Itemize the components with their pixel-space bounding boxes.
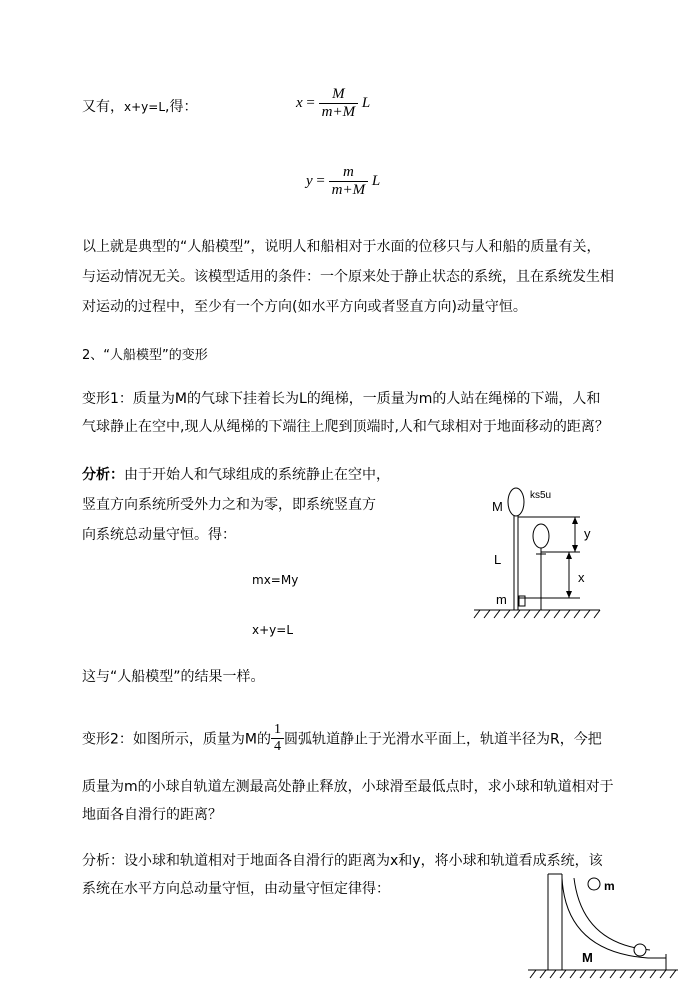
intro-prefix: 又有， [82,99,124,115]
balloon-ladder-figure [470,482,620,624]
fig1-label-x: x [578,570,585,585]
analysis2-line2: 系统在水平方向总动量守恒，由动量守恒定律得： [82,881,390,897]
analysis1-line2: 竖直方向系统所受外力之和为零，即系统竖直方 [82,497,376,513]
variant2-line3: 地面各自滑行的距离？ [82,807,222,823]
fig2-label-m: m [604,879,615,893]
fig1-label-m: m [496,592,507,607]
intro-line [82,96,197,116]
variant2-rest: 圆弧轨道静止于光滑水平面上，轨道半径为R，今把 [284,731,602,748]
ground-hatch [474,610,600,618]
analysis1-text1: 由于开始人和气球组成的系统静止在空中， [124,467,390,483]
formula-x [296,86,370,121]
analysis1-eq1: mx=My [252,573,299,587]
formula-y-fraction [329,164,368,199]
analysis1-result: 这与“人船模型”的结果一样。 [82,669,265,685]
variant1-line1: 变形1：质量为M的气球下挂着长为L的绳梯，一质量为m的人站在绳梯的下端，人和 [82,391,601,407]
fig1-label-L: L [494,552,502,567]
formula-y-numerator: m [342,164,354,180]
formula-x-numerator: M [332,86,345,102]
balloon-shape [508,488,524,516]
analysis1-line3: 向系统总动量守恒。得： [82,527,236,543]
para1-line2: 与运动情况无关。该模型适用的条件：一个原来处于静止状态的系统，且在系统发生相 [82,269,614,285]
formula-x-denominator: m+M [319,103,358,121]
fig2-ground-hatch [530,970,676,978]
formula-y [306,164,380,199]
analysis2-line1: 分析：设小球和轨道相对于地面各自滑行的距离为x和y，将小球和轨道看成系统，该 [82,853,603,869]
variant2-line2: 质量为m的小球自轨道左测最高处静止释放，小球滑至最低点时，求小球和轨道相对于 [82,779,614,795]
dim-x-arrowhead-bottom [566,591,572,598]
quarter-num: 1 [274,722,281,737]
para1-line1: 以上就是典型的“人船模型”，说明人和船相对于水面的位移只与人和船的质量有关， [82,239,601,255]
formula-x-eq: = [306,94,315,111]
dim-y-arrowhead-top [572,517,578,524]
intro-suffix: ,得： [165,99,198,115]
variant2-line1 [82,722,602,755]
formula-x-fraction [319,86,358,121]
variant2-prefix: 变形2：如图所示，质量为M的 [82,731,271,748]
fig1-watermark: ks5u [530,490,552,501]
dim-y-arrowhead-bottom [572,545,578,552]
fig1-label-M: M [492,499,503,514]
analysis1-line1 [82,464,390,484]
dim-x-arrowhead-top [566,552,572,559]
formula-y-lhs: y [306,172,313,189]
analysis1-label: 分析： [82,467,124,483]
ball-top [588,878,600,890]
analysis1-eq2: x+y=L [252,623,293,637]
fig1-label-y: y [584,526,591,541]
formula-x-tail: L [361,94,371,111]
fig2-label-M: M [582,950,593,965]
quarter-track-figure [528,866,680,983]
ball-bottom [634,944,646,956]
variant1-line2: 气球静止在空中,现人从绳梯的下端往上爬到顶端时,人和气球相对于地面移动的距离？ [82,419,609,435]
formula-y-tail: L [371,172,381,189]
section2-title: 2、“人船模型”的变形 [82,348,208,363]
quarter-fraction [271,722,284,755]
formula-x-lhs: x [296,94,303,111]
intro-condition: x+y=L [124,100,165,114]
formula-y-denominator: m+M [329,181,368,199]
quarter-den: 4 [271,738,284,755]
formula-y-eq: = [316,172,325,189]
person-head [533,524,549,548]
para1-line3: 对运动的过程中，至少有一个方向(如水平方向或者竖直方向)动量守恒。 [82,299,527,315]
